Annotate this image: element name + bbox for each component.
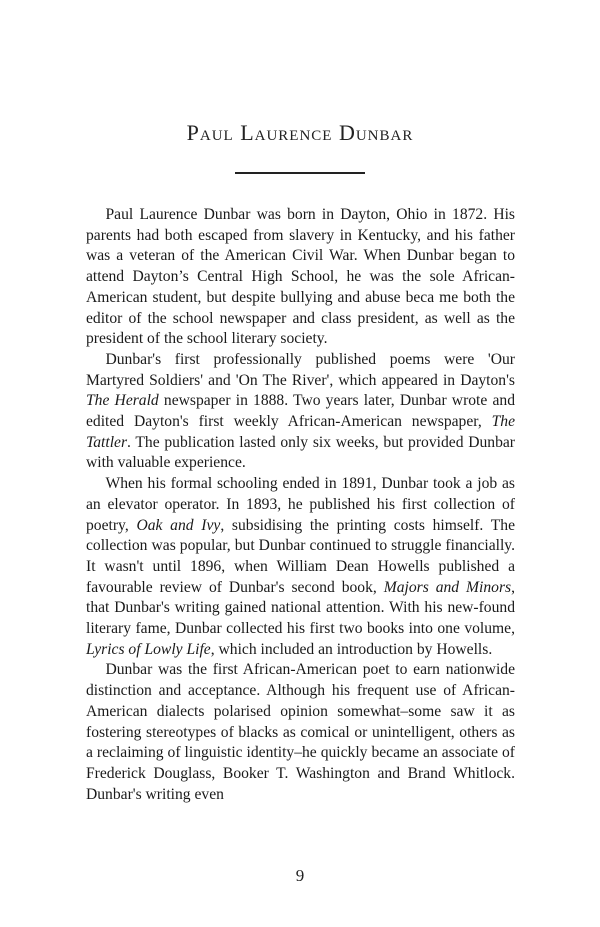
paragraph-text: newspaper in 1888. Two years later, Dunbar wrote and edited Dayton's first weekly African-American newspaper,	[86, 392, 515, 431]
italic-title-text: Lyrics of Lowly Life	[86, 640, 211, 658]
italic-title-text: The Tattler	[86, 413, 515, 451]
paragraph	[86, 350, 515, 474]
paragraph	[86, 205, 515, 350]
paragraph-text: , that Dunbar's writing gained national attention. With his new-found literary fame, Dunbar collected his first two books into one volume,	[86, 578, 515, 638]
paragraph	[86, 660, 515, 805]
paragraph-text: When his formal schooling ended in 1891, Dunbar took a job as an elevator operator. In 1893, he published his first collection of poetry,	[86, 475, 515, 534]
paragraph-text: , which included an introduction by Howells.	[210, 640, 493, 658]
italic-title-text: The Herald	[86, 392, 159, 410]
page-number: 9	[295, 866, 305, 885]
italic-title-text: Oak and Ivy	[136, 516, 221, 534]
paragraph-text: Dunbar's first professionally published poems were 'Our Martyred Soldiers' and 'On The River', which appeared in Dayton's	[86, 350, 515, 389]
body-text	[86, 205, 515, 805]
italic-title-text: Majors and Minors	[383, 578, 512, 596]
chapter-title: Paul Laurence Dunbar	[186, 120, 414, 145]
paragraph-text: , subsidising the printing costs himself. The collection was popular, but Dunbar continued to struggle financially. It wasn't until 1896, when William Dean Howells published a favourable review of Dunbar's second book,	[86, 516, 515, 596]
title-divider	[235, 172, 365, 174]
paragraph	[86, 474, 515, 660]
paragraph-text: Paul Laurence Dunbar was born in Dayton, Ohio in 1872. His parents had both escaped from slavery in Kentucky, and his father was a veteran of the American Civil War. When Dunbar began to attend Dayton’s Central High School, he was the sole African-American student, but despite bullying and abuse beca me both the editor of the school newspaper and class president, as well as the president of the school literary society.	[86, 206, 515, 348]
paragraph-text: . The publication lasted only six weeks, but provided Dunbar with valuable experience.	[86, 433, 515, 472]
paragraph-text: Dunbar was the first African-American poet to earn nationwide distinction and acceptance. Although his frequent use of African-American dialects polarised opinion somewhat–some saw it as fostering stereotypes of blacks as comical or unintelligent, others as a reclaiming of linguistic identity–he quickly became an associate of Frederick Douglass, Booker T. Washington and Brand Whitlock. Dunbar's writing even	[86, 661, 515, 803]
